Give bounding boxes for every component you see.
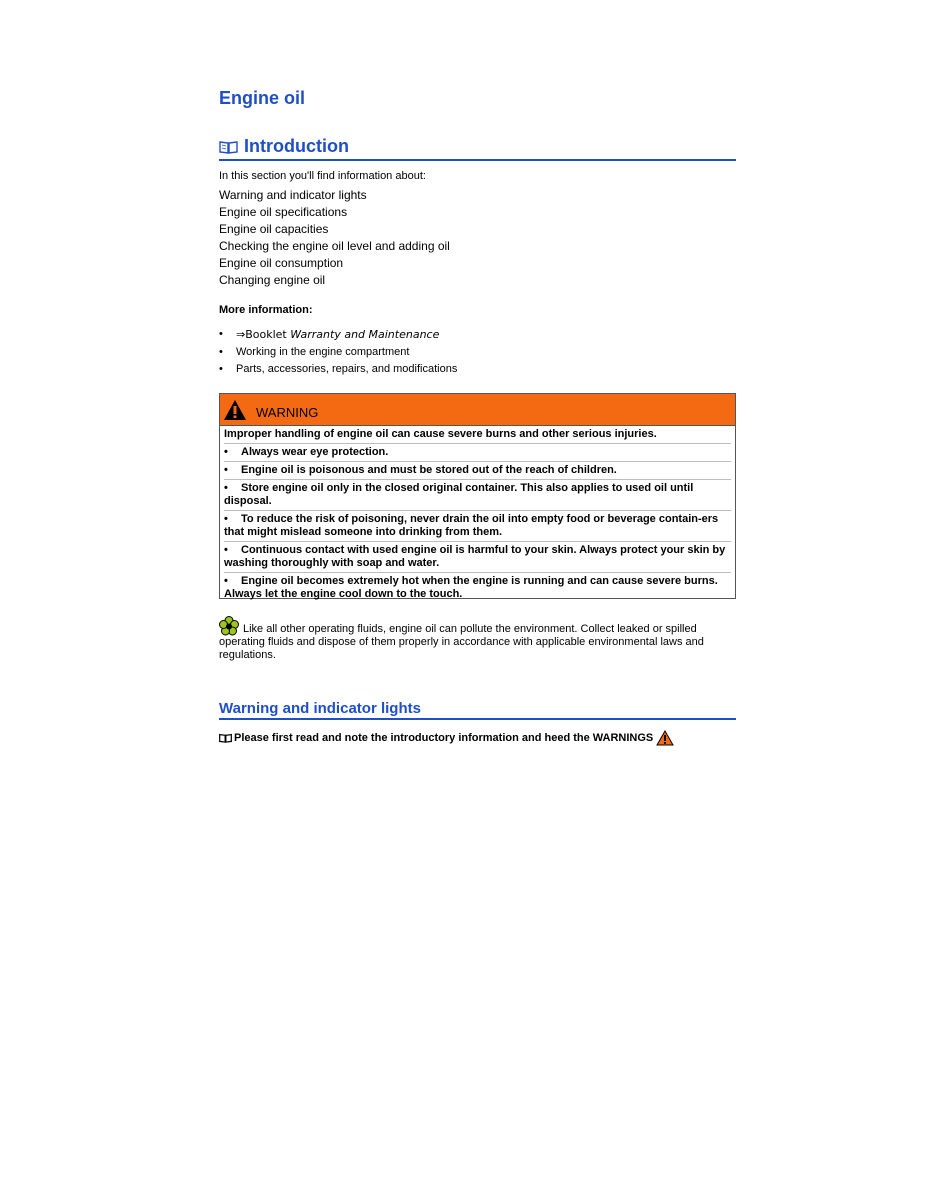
bullet: • <box>219 328 223 340</box>
warning-item: • Continuous contact with used engine oil is harmful to your skin. Always protect your skin by washing thoroughly with soap and water. <box>224 542 731 573</box>
warning-item: • Engine oil becomes extremely hot when the engine is running and can cause severe burns. Always let the engine cool down to the touch. <box>224 575 718 600</box>
environment-note-text: Like all other operating fluids, engine oil can pollute the environment. Collect leaked or spilled operating fluids and dispose of them properly in accordance with applicable environmental laws and regulations. <box>219 623 704 661</box>
booklet-title: Warranty and Maintenance <box>290 328 440 341</box>
book-icon <box>219 140 238 154</box>
read-note-text: Please first read and note the introductory information and heed the WARNINGS <box>234 732 654 744</box>
warning-item: • Always wear eye protection. <box>224 444 731 462</box>
warning-title: WARNING <box>256 405 319 420</box>
topic-item[interactable]: Engine oil capacities <box>219 222 329 236</box>
book-icon <box>219 733 232 743</box>
subsection-title: Warning and indicator lights <box>219 700 736 720</box>
warning-lead: Improper handling of engine oil can cause severe burns and other serious injuries. <box>224 428 731 444</box>
more-info-item[interactable] <box>219 361 457 379</box>
warning-item: • Engine oil is poisonous and must be stored out of the reach of children. <box>224 462 731 480</box>
topic-item[interactable]: Warning and indicator lights <box>219 188 367 202</box>
topic-list <box>219 187 450 289</box>
warning-triangle-icon[interactable] <box>656 730 674 746</box>
topic-item[interactable]: Checking the engine oil level and adding oil <box>219 239 450 253</box>
environment-flower-icon <box>219 616 239 636</box>
environment-note <box>219 616 736 662</box>
intro-text: In this section you'll find information about: <box>219 170 426 182</box>
more-info-item-booklet[interactable] <box>219 326 457 344</box>
booklet-prefix: ⇒Booklet <box>236 328 291 341</box>
warning-item: • Store engine oil only in the closed original container. This also applies to used oil until disposal. <box>224 480 731 511</box>
more-info-list <box>219 326 457 379</box>
topic-item[interactable]: Engine oil specifications <box>219 205 348 219</box>
warning-body <box>220 426 735 603</box>
bullet: • <box>219 363 223 375</box>
more-info-item-label: Working in the engine compartment <box>236 345 410 358</box>
topic-item[interactable]: Engine oil consumption <box>219 256 344 270</box>
intro-heading <box>219 136 736 161</box>
topic-item[interactable]: Changing engine oil <box>219 273 326 287</box>
warning-box <box>219 393 736 599</box>
intro-heading-label: Introduction <box>244 136 349 156</box>
warning-header <box>220 394 735 426</box>
more-info-item[interactable] <box>219 344 457 362</box>
more-info-label: More information: <box>219 304 313 316</box>
read-note <box>219 730 674 746</box>
bullet: • <box>219 345 223 358</box>
more-info-item-label: Parts, accessories, repairs, and modifications <box>236 363 458 375</box>
warning-item: • To reduce the risk of poisoning, never drain the oil into empty food or beverage contain-ers that might mislead someone into drinking from them. <box>224 511 731 542</box>
warning-triangle-icon <box>223 399 247 421</box>
section-title: Engine oil <box>219 88 306 108</box>
